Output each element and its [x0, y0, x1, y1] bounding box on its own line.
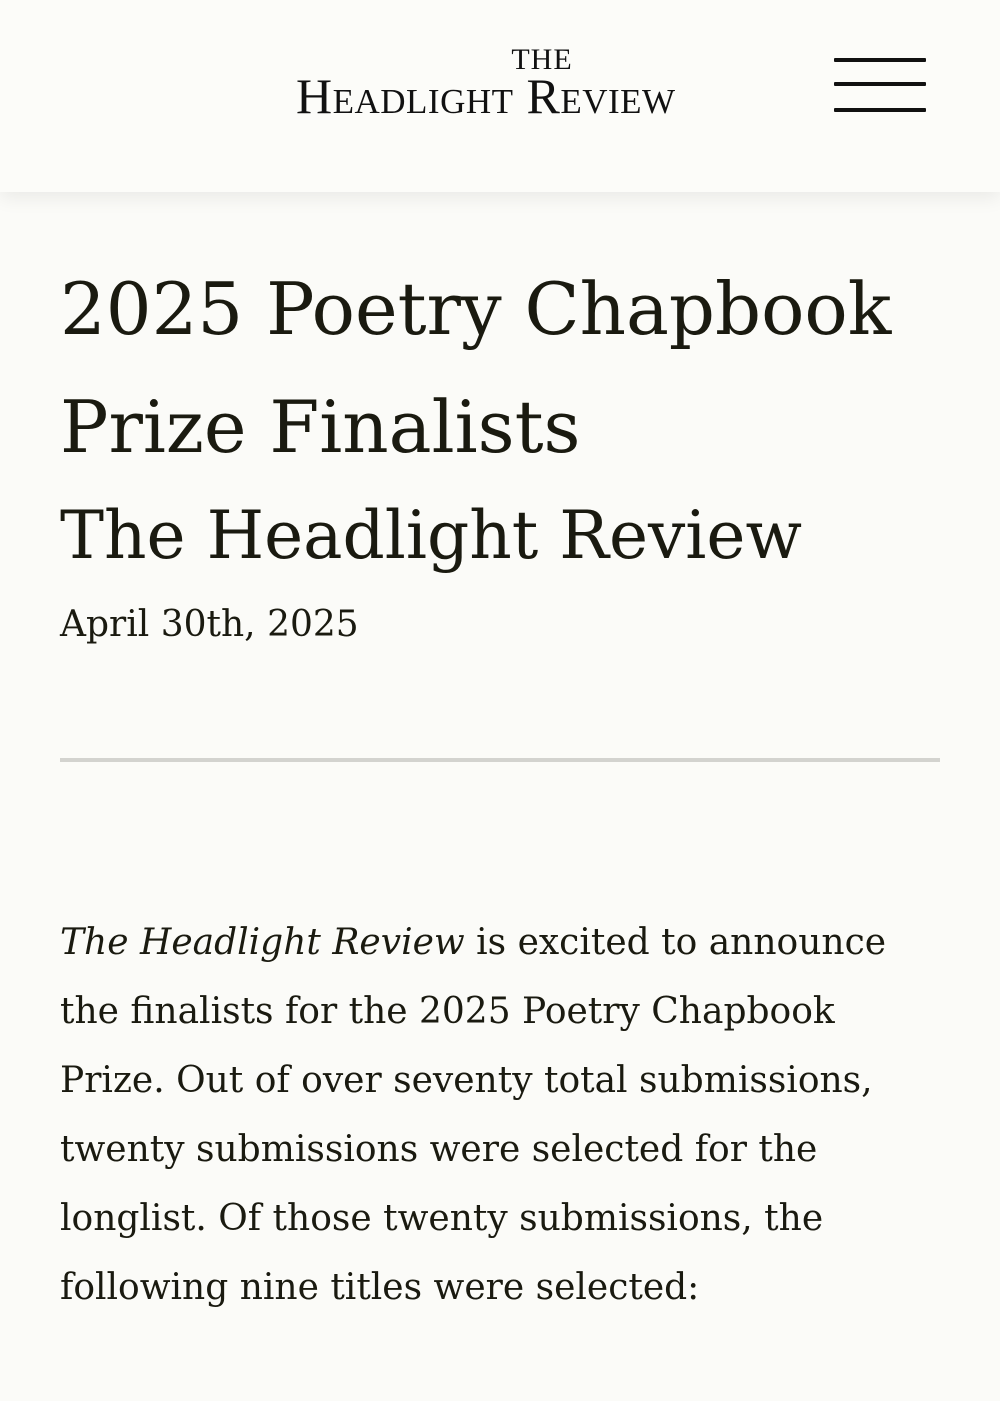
logo-title-text: Headlight Review	[296, 68, 676, 124]
article-intro-paragraph	[60, 908, 940, 1322]
site-header	[0, 0, 1000, 192]
logo-the-text: THE	[511, 43, 573, 76]
article	[60, 250, 940, 1358]
menu-bar	[834, 58, 926, 62]
article-date: April 30th, 2025	[60, 604, 359, 645]
article-title: 2025 Poetry Chapbook Prize Finalists	[60, 267, 892, 469]
site-logo[interactable]	[296, 44, 788, 136]
article-publication: The Headlight Review	[60, 497, 802, 574]
menu-bar	[834, 108, 926, 112]
publication-name-italic: The Headlight Review	[60, 922, 465, 963]
intro-text: is excited to announce the finalists for the 2025 Poetry Chapbook Prize. Out of over seventy total submissions, twenty submissions were selected for the longlist. Of those twenty submissions, the following nine titles were selected:	[60, 922, 887, 1308]
menu-bar	[834, 82, 926, 86]
divider	[60, 758, 940, 762]
hamburger-icon[interactable]	[834, 58, 926, 118]
